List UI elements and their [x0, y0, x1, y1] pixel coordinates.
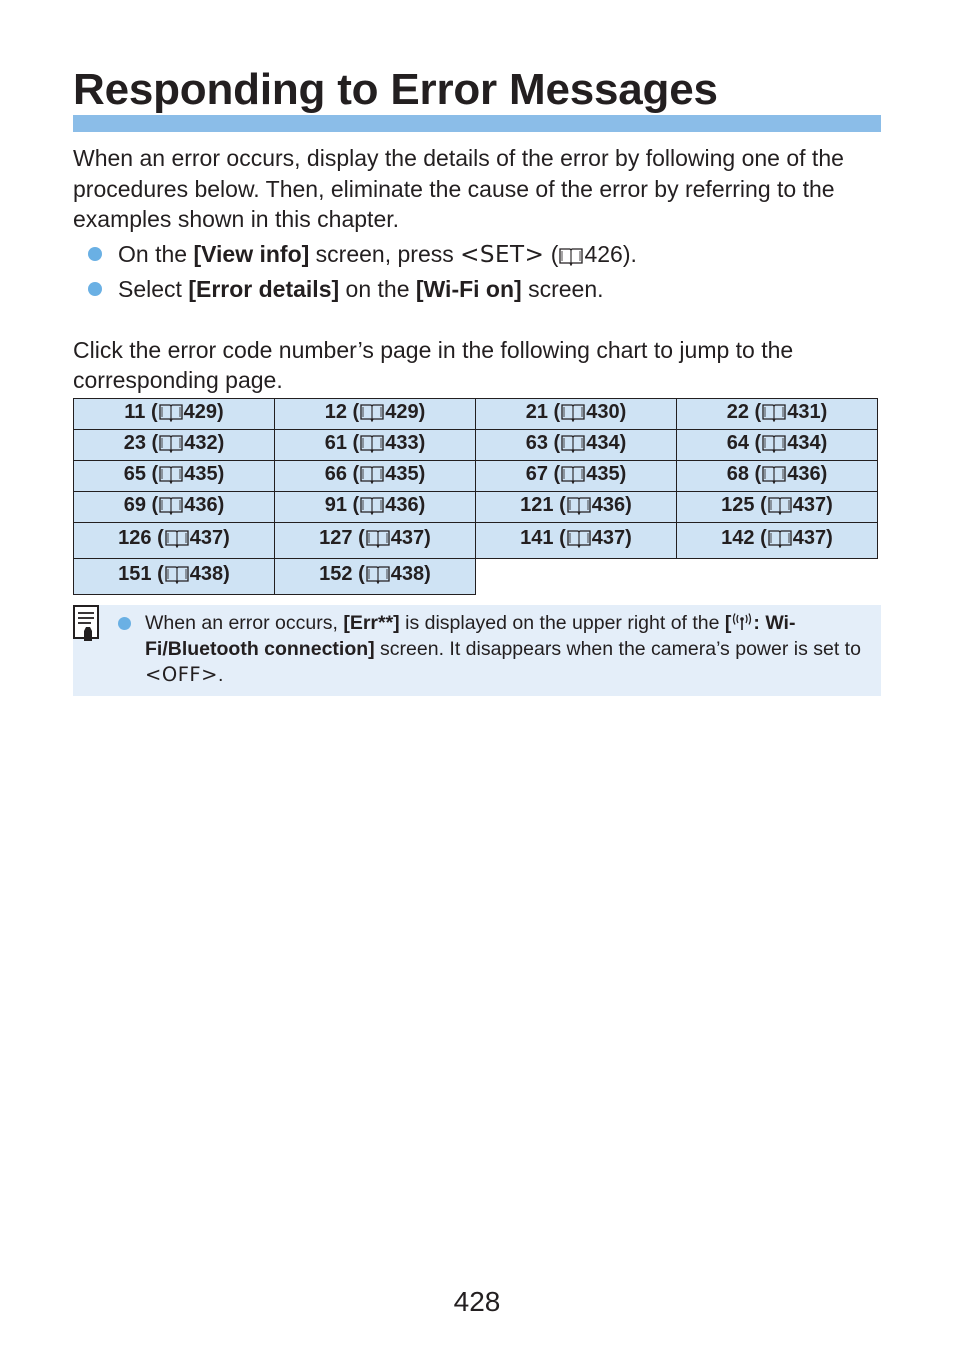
error-code-cell[interactable]: 121 ( 436)	[476, 492, 677, 523]
error-code-cell[interactable]: 125 ( 437)	[677, 492, 878, 523]
table-row	[74, 399, 878, 430]
page-ref: 435	[586, 463, 620, 485]
procedure-item-view-info: On the [View info] screen, press <SET> ( 426).	[88, 239, 888, 274]
error-code-cell[interactable]: 69 ( 436)	[74, 492, 275, 523]
empty-cell	[677, 559, 878, 595]
wifi-bluetooth-label: : Wi-Fi/Bluetooth connection]	[145, 612, 796, 660]
error-code: 152	[319, 563, 353, 585]
page-ref: 429	[385, 401, 419, 423]
error-code-cell[interactable]: 68 ( 436)	[677, 461, 878, 492]
book-icon	[762, 402, 786, 429]
book-icon	[165, 527, 189, 558]
book-icon	[159, 433, 183, 460]
procedure-list	[88, 239, 888, 309]
error-code: 65	[123, 463, 146, 485]
off-switch-symbol: <OFF>	[145, 663, 218, 686]
error-code: 141	[520, 527, 554, 549]
page-ref: 433	[385, 432, 419, 454]
page-ref: 429	[183, 401, 218, 423]
error-code-cell[interactable]: 65 ( 435)	[74, 461, 275, 492]
book-icon	[159, 464, 183, 491]
error-code-table	[73, 398, 878, 595]
book-icon	[366, 563, 390, 594]
error-code: 12	[324, 401, 347, 423]
book-icon	[561, 433, 585, 460]
book-icon	[768, 495, 792, 522]
note-bullet	[118, 617, 131, 630]
error-code-cell[interactable]: 63 ( 434)	[476, 430, 677, 461]
error-code: 125	[721, 494, 755, 516]
error-code: 11	[124, 401, 146, 423]
error-code-cell[interactable]: 66 ( 435)	[275, 461, 476, 492]
page-ref: 435	[385, 463, 419, 485]
book-icon	[567, 527, 591, 558]
page-ref: 437	[792, 527, 827, 549]
error-code: 22	[726, 401, 749, 423]
error-code: 61	[324, 432, 347, 454]
page-ref: 437	[390, 527, 425, 549]
book-icon	[366, 527, 390, 558]
procedure-item-error-details: Select [Error details] on the [Wi-Fi on] screen.	[88, 274, 888, 309]
page-ref: 437	[189, 527, 224, 549]
error-code: 64	[726, 432, 749, 454]
note-box	[73, 605, 881, 696]
page-ref: 436	[184, 494, 218, 516]
error-code-cell[interactable]: 12 ( 429)	[275, 399, 476, 430]
error-code-cell[interactable]: 64 ( 434)	[677, 430, 878, 461]
error-code: 121	[520, 494, 554, 516]
page-ref: 431	[787, 401, 821, 423]
intro-paragraph: When an error occurs, display the details of the error by following one of the procedures below. Then, eliminate the cause of the error by referring to the examples shown in this chapter.	[73, 145, 844, 232]
title-underline-bar	[73, 115, 881, 132]
book-icon	[567, 495, 591, 522]
page-ref: 435	[184, 463, 218, 485]
book-icon	[762, 464, 786, 491]
error-code: 68	[726, 463, 749, 485]
page-ref: 434	[586, 432, 620, 454]
error-code: 151	[118, 563, 152, 585]
error-code-cell[interactable]: 142 ( 437)	[677, 523, 878, 559]
page-ref: 432	[184, 432, 218, 454]
error-code-cell[interactable]: 151 ( 438)	[74, 559, 275, 595]
note-text: When an error occurs, [Err**] is displayed on the upper right of the [ : Wi-Fi/Bluetooth connection] screen. It disappears when the camera’s power is set to <OFF>.	[145, 612, 861, 686]
page-ref: 437	[591, 527, 626, 549]
page-ref: 430	[586, 401, 620, 423]
book-icon	[559, 243, 583, 273]
page-ref: 436	[787, 463, 821, 485]
error-code-cell[interactable]: 21 ( 430)	[476, 399, 677, 430]
book-icon	[159, 402, 183, 429]
page-ref: 436	[385, 494, 419, 516]
chart-instruction: Click the error code number’s page in the following chart to jump to the corresponding page.	[73, 337, 794, 393]
book-icon	[561, 402, 585, 429]
table-row	[74, 523, 878, 559]
error-code: 23	[123, 432, 146, 454]
page-ref: 438	[390, 563, 425, 585]
error-code-cell[interactable]: 91 ( 436)	[275, 492, 476, 523]
error-code-cell[interactable]: 67 ( 435)	[476, 461, 677, 492]
error-code: 67	[525, 463, 548, 485]
page-number: 428	[453, 1286, 501, 1317]
error-code: 63	[525, 432, 548, 454]
view-info-label: [View info]	[193, 241, 310, 267]
set-button-symbol: <SET>	[460, 242, 545, 268]
page-ref: 436	[591, 494, 626, 516]
page-ref: 437	[792, 494, 827, 516]
page-ref: 434	[787, 432, 821, 454]
book-icon	[360, 495, 384, 522]
page-title: Responding to Error Messages	[73, 65, 718, 114]
error-code-cell[interactable]: 152 ( 438)	[275, 559, 476, 595]
page-ref: 438	[189, 563, 224, 585]
error-details-label: [Error details]	[188, 276, 340, 302]
error-code-cell[interactable]: 61 ( 433)	[275, 430, 476, 461]
book-icon	[561, 464, 585, 491]
book-icon	[360, 464, 384, 491]
error-code: 69	[123, 494, 146, 516]
error-code: 142	[721, 527, 755, 549]
book-icon	[360, 402, 384, 429]
table-row	[74, 559, 878, 595]
error-code-cell[interactable]: 127 ( 437)	[275, 523, 476, 559]
table-row	[74, 461, 878, 492]
book-icon	[165, 563, 189, 594]
book-icon	[360, 433, 384, 460]
error-code: 126	[118, 527, 152, 549]
table-row	[74, 492, 878, 523]
error-code: 66	[324, 463, 347, 485]
book-icon	[762, 433, 786, 460]
error-code-cell[interactable]: 23 ( 432)	[74, 430, 275, 461]
error-code-cell[interactable]: 22 ( 431)	[677, 399, 878, 430]
error-code-cell[interactable]: 141 ( 437)	[476, 523, 677, 559]
empty-cell	[476, 559, 677, 595]
error-code: 21	[525, 401, 548, 423]
book-icon	[768, 527, 792, 558]
wifi-on-label: [Wi-Fi on]	[415, 276, 522, 302]
book-icon	[159, 495, 183, 522]
error-code: 127	[319, 527, 353, 549]
err-code-label: [Err**]	[343, 612, 400, 634]
error-code-cell[interactable]: 11 ( 429)	[74, 399, 275, 430]
table-row	[74, 430, 878, 461]
error-code-cell[interactable]: 126 ( 437)	[74, 523, 275, 559]
note-memo-icon	[73, 605, 103, 648]
error-code: 91	[324, 494, 347, 516]
ref-link-426[interactable]: 426	[584, 241, 623, 267]
wireless-icon	[731, 612, 753, 634]
